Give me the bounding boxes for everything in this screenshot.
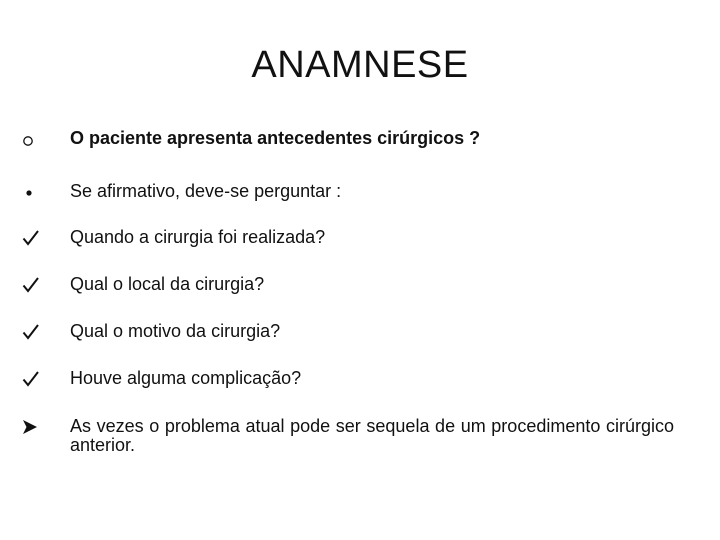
- intro-item: [18, 182, 678, 202]
- check-item-4: [18, 369, 678, 389]
- bullet-dot-icon: [18, 182, 70, 202]
- check-text: Qual o local da cirurgia?: [70, 274, 265, 294]
- note-item: [18, 417, 674, 455]
- check-item-2: [18, 275, 678, 295]
- checkmark-icon: [18, 322, 70, 342]
- arrowhead-icon: [18, 417, 70, 437]
- hollow-circle-icon: [18, 129, 70, 149]
- note-text: As vezes o problema atual pode ser sequela de um procedimento cirúrgico anterior.: [70, 416, 674, 455]
- checkmark-icon: [18, 228, 70, 248]
- check-item-3: [18, 322, 678, 342]
- check-text: Quando a cirurgia foi realizada?: [70, 227, 326, 247]
- checkmark-icon: [18, 275, 70, 295]
- question-text: O paciente apresenta antecedentes cirúrgicos ?: [70, 128, 481, 148]
- intro-text: Se afirmativo, deve-se perguntar :: [70, 181, 342, 201]
- slide-title: ANAMNESE: [251, 44, 469, 86]
- checkmark-icon: [18, 369, 70, 389]
- check-text: Qual o motivo da cirurgia?: [70, 321, 281, 341]
- check-item-1: [18, 228, 678, 248]
- question-item: [18, 129, 678, 149]
- check-text: Houve alguma complicação?: [70, 368, 302, 388]
